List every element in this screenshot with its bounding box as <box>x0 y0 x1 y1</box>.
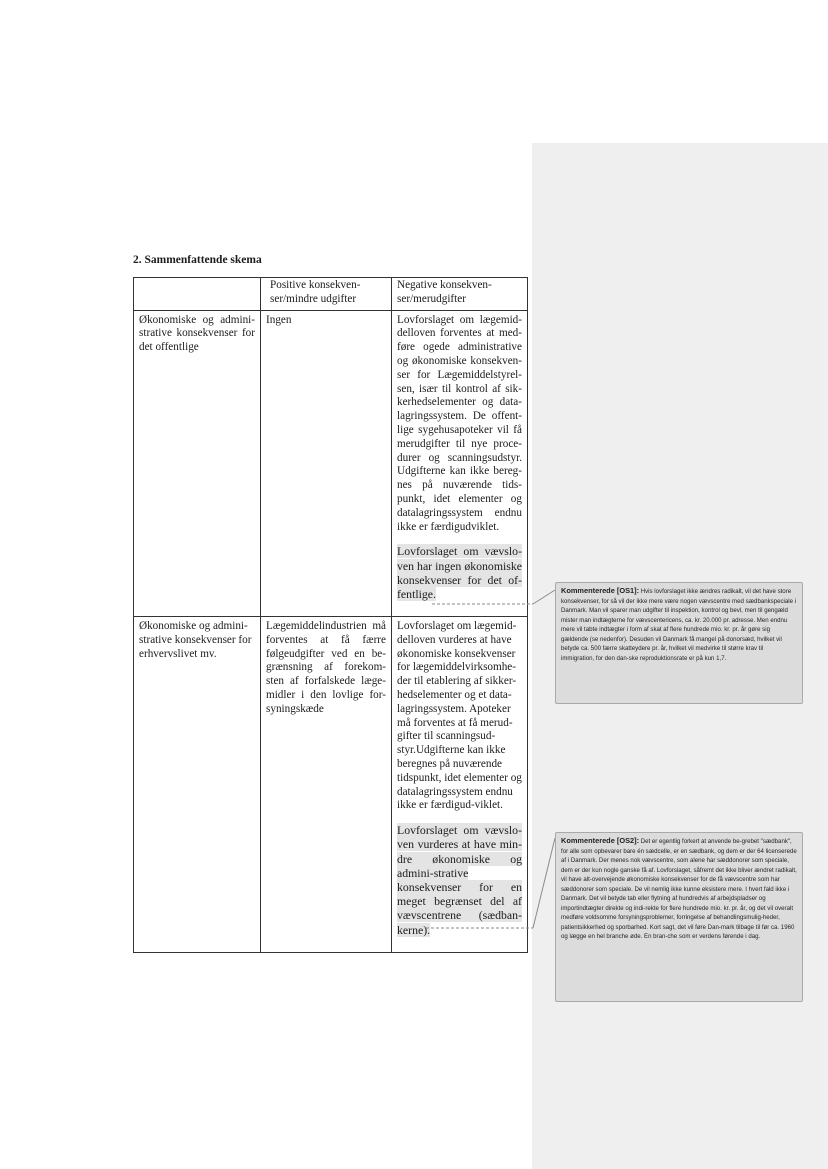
comment-label-os1: Kommenterede [OS1]: <box>561 586 640 595</box>
comment-text-os2: Det er egentlig forkert at anvende be-grebet "sædbank", for alle som opbevarer bare én sædcelle, er en sædbank, og dem er der 64 licenserede af i Danmark. Der menes nok vævscentre, som alene har sæddonorer som speciale, dem er der kun nogle ganske få af. Lovforslaget, såfremt det ikke bliver ændret radikalt, vil have alt-overvejende økonomiske konsekvenser for de få vævscentre som har sæddonorer som speciale. De vil nemlig ikke kunne eksistere mere. I hvert fald ikke i Danmark. Det vil betyde tab eller flytning af hundredvis af arbejdspladser og importindtægter direkte og indi-rekte for flere hundrede mio. kr. pr. år, og det vil overalt medføre voldsomme forsyningsproblemer, forringelse af behandlingsmulig-heder, patientsikkerhed og sporbarhed. Kort sagt, det vil føre Dan-mark tilbage til før ca. 1960 og lægge en hel branche øde. En bran-che som er verdens førende i dag. <box>561 838 797 940</box>
row-negative-business-medicines: Lovforslaget om lægemid-delloven vurderes at have økonomiske konsekvenser for lægemiddelvirksomhe-der til etablering af sikker-hedselementer og et data-lagringssystem. Apoteker må forventes at få merud-gifter til scanningsud-styr.Udgifterne kan ikke beregnes på nuværende tidspunkt, idet elementer og datalagringssystem endnu ikke er færdigud-viklet. <box>397 619 522 812</box>
row-label-business: Økonomiske og admini-strative konsekvenser for erhvervslivet mv. <box>134 616 261 952</box>
row-positive-business: Lægemiddelindustrien må forventes at få færre følgeudgifter ved en be-grænsning af forekom-sten af forfalskede læge-midler i den lovlige for-syningskæde <box>261 616 392 952</box>
comment-label-os2: Kommenterede [OS2]: <box>561 836 640 845</box>
row-positive-public: Ingen <box>261 310 392 616</box>
comment-text-os1: Hvis lovforslaget ikke ændres radikalt, vil det have store konsekvenser, for så vil der ikke mere være nogen vævscentre med sædbankspeciale i Danmark. Man vil sparer man udgifter til inspektion, kontrol og bevl, men til gengæld mister man indtægterne for vævscentericens, ca. kr. 20.000 pr. adresse. Men endnu mere vil tabte indtægter i form af skat af flere hundrede mio. kr. pr. år gøre sig gældende (se nedenfor). Desuden vil Danmark få mangel på donorsæd, hvilket vil betyde ca. 500 færre skatteydere pr. år, hvilket vil medvirke til større krav til immigration, for den dan-ske reproduktionsrate er på kun 1,7. <box>561 588 797 662</box>
comment-highlight-os2[interactable]: Lovforslaget om vævslo-ven vurderes at have min-dre økonomiske og admini-strative konsekvenser for en meget begrænset del af vævscentrene (sædban-kerne). <box>397 823 522 937</box>
header-cell-positive: Positive konsekven-ser/mindre udgifter <box>261 278 392 311</box>
header-cell-negative: Negative konsekven-ser/merudgifter <box>392 278 528 311</box>
comment-highlight-os1[interactable]: Lovforslaget om vævslo-ven har ingen økonomiske konsekvenser for det of-fentlige. <box>397 544 522 601</box>
row-label-public: Økonomiske og admini-strative konsekvenser for det offentlige <box>134 310 261 616</box>
row-negative-public-medicines: Lovforslaget om lægemid-delloven forventes at med-føre ogede administrative og økonomiske konsekven-ser for Lægemiddelstyrel-sen, især til kontrol af sik-kerhedselementer og data-lagringssystem. De offent-lige sygehusapoteker vil få merudgifter til nye proce-durer og scanningsudstyr. Udgifterne kan ikke bereg-nes på nuværende tids-punkt, idet elementer og datalagringssystem endnu ikke er færdigudviklet. <box>397 313 522 533</box>
comment-balloon-os1[interactable] <box>555 582 803 704</box>
comment-balloon-os2[interactable] <box>555 832 803 1002</box>
section-heading: 2. Sammenfattende skema <box>133 254 262 266</box>
